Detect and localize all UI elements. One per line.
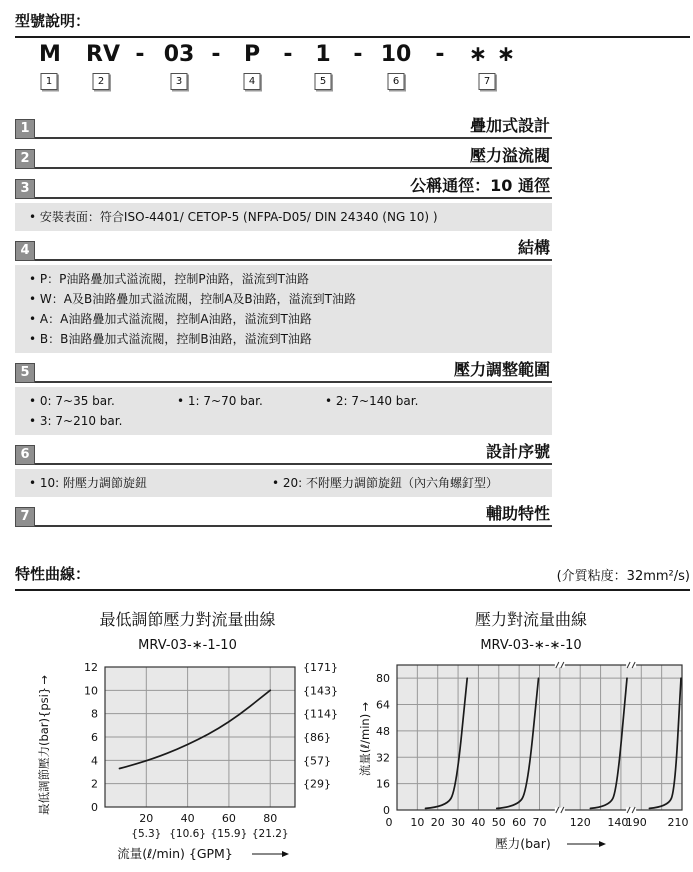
mounting-surface-note: • 安裝表面：符合ISO-4401/ CETOP-5 (NFPA-D05/ DIN 24340 (NG 10) ) xyxy=(29,207,552,227)
curves-heading-row xyxy=(15,563,690,584)
y-tick-label: 0 xyxy=(383,804,390,817)
code-dash: - xyxy=(211,42,221,67)
x-tick-label: 0 xyxy=(385,816,393,829)
x-tick-label: 80 xyxy=(263,812,278,825)
x-axis-label: 壓力(bar) xyxy=(495,836,551,851)
section-5-header xyxy=(15,356,552,383)
gpm-label: {15.9} xyxy=(210,828,248,840)
code-segment: RV xyxy=(86,42,120,67)
section-4-notes xyxy=(15,265,552,353)
section-4-badge: 4 xyxy=(15,241,35,261)
y-tick-label: 48 xyxy=(376,724,390,738)
pressure-range-2: • 2: 7~140 bar. xyxy=(325,391,473,411)
position-number-box: 1 xyxy=(41,73,58,90)
x-tick-label: 140 xyxy=(607,816,629,829)
x-tick-label: 30 xyxy=(451,816,466,829)
x-tick-label: 20 xyxy=(139,812,154,825)
model-section-heading: 型號說明： xyxy=(15,12,91,30)
y-tick-label: 64 xyxy=(376,698,390,712)
psi-label: {29} xyxy=(303,777,331,791)
psi-label: {143} xyxy=(303,684,338,698)
design-series-10: • 10: 附壓力調節旋鈕 xyxy=(29,473,272,493)
psi-label: {171} xyxy=(303,661,338,674)
y-tick-label: 12 xyxy=(84,661,98,674)
min-pressure-chart-svg xyxy=(20,657,355,872)
left-chart-title: 最低調節壓力對流量曲線 xyxy=(99,610,276,629)
y-tick-label: 8 xyxy=(91,707,98,721)
psi-label: {57} xyxy=(303,754,331,768)
pressure-flow-chart xyxy=(355,599,693,872)
code-dash: - xyxy=(353,42,363,67)
charts-row xyxy=(15,599,693,872)
code-dash: - xyxy=(135,42,145,67)
x-tick-label: 70 xyxy=(532,816,547,829)
structure-option-b: • B：B油路疊加式溢流閥，控制B油路，溢流到T油路 xyxy=(29,329,552,349)
x-axis-arrow-icon xyxy=(599,841,606,847)
section-2-header xyxy=(15,142,552,169)
section-4-header xyxy=(15,234,552,261)
section-6-title: 設計序號 xyxy=(485,442,550,461)
x-tick-label: 10 xyxy=(410,816,425,829)
section-1-title: 疊加式設計 xyxy=(469,116,550,135)
pressure-range-1: • 1: 7~70 bar. xyxy=(177,391,325,411)
section-4-title: 結構 xyxy=(517,238,550,257)
position-number-box: 7 xyxy=(479,73,496,90)
gpm-label: {21.2} xyxy=(251,828,289,840)
code-segment: 03 xyxy=(163,42,195,67)
x-tick-label: 40 xyxy=(180,812,195,825)
x-tick-label: 190 xyxy=(625,816,647,829)
y-tick-label: 4 xyxy=(91,754,98,768)
model-code-row xyxy=(15,42,575,72)
code-dash: - xyxy=(435,42,445,67)
section-5-badge: 5 xyxy=(15,363,35,383)
section-7-title: 輔助特性 xyxy=(485,504,550,523)
code-segment: M xyxy=(39,42,61,67)
section-3-badge: 3 xyxy=(15,179,35,199)
x-tick-label: 50 xyxy=(491,816,506,829)
x-tick-label: 40 xyxy=(471,816,486,829)
pressure-flow-chart-svg xyxy=(355,657,693,872)
section-5-title: 壓力調整範圍 xyxy=(453,360,550,379)
position-number-box: 6 xyxy=(388,73,405,90)
structure-option-a: • A：A油路疊加式溢流閥，控制A油路，溢流到T油路 xyxy=(29,309,552,329)
section-6-notes xyxy=(15,469,552,497)
x-tick-label: 120 xyxy=(569,816,591,829)
position-number-row xyxy=(15,73,575,90)
gpm-label: {10.6} xyxy=(169,828,206,840)
y-tick-label: 2 xyxy=(91,777,98,791)
section-2-title: 壓力溢流閥 xyxy=(469,146,550,165)
position-number-box: 3 xyxy=(171,73,188,90)
design-series-20: • 20: 不附壓力調節旋鈕（內六角螺釘型） xyxy=(272,476,498,490)
x-tick-label: 60 xyxy=(221,812,236,825)
psi-label: {86} xyxy=(303,731,331,744)
position-number-box: 2 xyxy=(93,73,110,90)
y-tick-label: 10 xyxy=(84,684,98,698)
right-chart-subtitle: MRV-03-∗-∗-10 xyxy=(480,638,582,653)
section-3-title: 公稱通徑：10 通徑 xyxy=(410,176,550,195)
y-axis-label: 流量(ℓ/min) → xyxy=(358,701,372,777)
curves-rule xyxy=(15,589,690,591)
x-tick-label: 60 xyxy=(512,816,527,829)
model-code-sections xyxy=(15,112,552,527)
y-axis-label: 最低調節壓力(bar){psi} → xyxy=(37,674,51,816)
section-2-badge: 2 xyxy=(15,149,35,169)
y-tick-label: 6 xyxy=(91,731,98,744)
pressure-range-3: • 3: 7~210 bar. xyxy=(29,411,552,431)
curves-heading: 特性曲線： xyxy=(15,565,91,583)
y-tick-label: 0 xyxy=(91,801,98,814)
code-segment: 1 xyxy=(315,42,331,67)
y-tick-label: 16 xyxy=(376,777,390,791)
section-7-badge: 7 xyxy=(15,507,35,527)
section-3-notes xyxy=(15,203,552,231)
section-6-header xyxy=(15,438,552,465)
section-3-header xyxy=(15,172,552,199)
pressure-range-0: • 0: 7~35 bar. xyxy=(29,391,177,411)
x-tick-label: 20 xyxy=(430,816,445,829)
section-7-header xyxy=(15,500,552,527)
min-pressure-chart xyxy=(20,599,355,872)
y-tick-label: 80 xyxy=(376,672,390,686)
code-dash: - xyxy=(283,42,293,67)
structure-option-p: • P：P油路疊加式溢流閥，控制P油路，溢流到T油路 xyxy=(29,269,552,289)
section-5-notes xyxy=(15,387,552,435)
code-segment: P xyxy=(243,42,261,67)
section-1-badge: 1 xyxy=(15,119,35,139)
y-tick-label: 32 xyxy=(376,751,390,765)
code-segment: ∗ xyxy=(468,42,488,67)
gpm-label: {5.3} xyxy=(131,828,162,840)
psi-label: {114} xyxy=(303,707,338,721)
x-axis-arrow-icon xyxy=(282,851,289,857)
position-number-box: 4 xyxy=(244,73,261,90)
x-axis-label: 流量(ℓ/min) {GPM} xyxy=(117,846,233,861)
heading-rule xyxy=(15,36,690,38)
code-segment: ∗ xyxy=(496,42,516,67)
x-tick-label: 210 xyxy=(667,816,689,829)
section-1-header xyxy=(15,112,552,139)
viscosity-note: (介質粘度：32mm²/s) xyxy=(556,569,690,584)
position-number-box: 5 xyxy=(315,73,332,90)
code-segment: 10 xyxy=(380,42,412,67)
section-6-badge: 6 xyxy=(15,445,35,465)
right-chart-title: 壓力對流量曲線 xyxy=(474,610,587,629)
left-chart-subtitle: MRV-03-∗-1-10 xyxy=(138,638,237,653)
structure-option-w: • W：A及B油路疊加式溢流閥，控制A及B油路，溢流到T油路 xyxy=(29,289,552,309)
